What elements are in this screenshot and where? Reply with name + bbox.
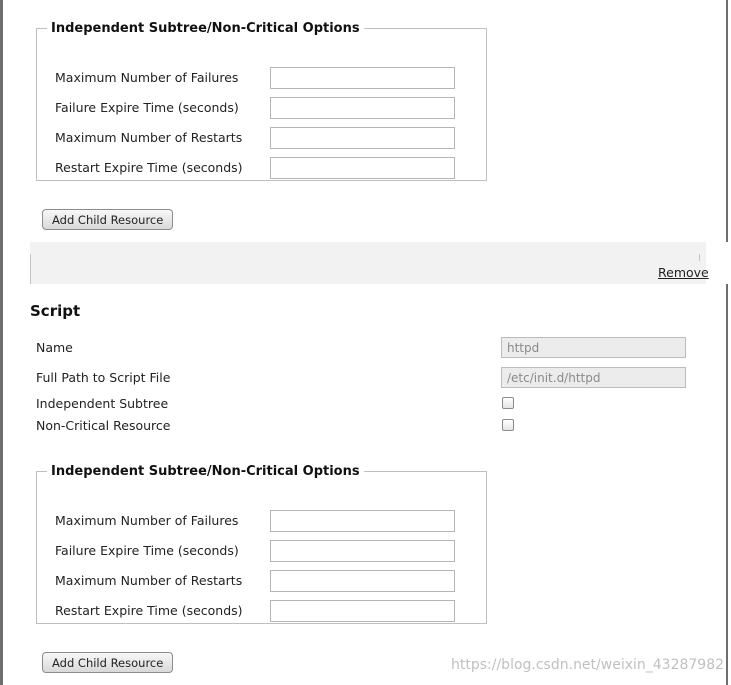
script-title: Script xyxy=(30,302,81,320)
max-failures-row xyxy=(55,510,475,532)
frame-left-border xyxy=(0,0,3,685)
options-legend: Independent Subtree/Non-Critical Options xyxy=(51,464,360,479)
frame-right-border xyxy=(726,0,728,242)
failure-expire-row xyxy=(55,540,475,562)
watermark: https://blog.csdn.net/weixin_43287982 xyxy=(451,657,725,673)
max-restarts-label: Maximum Number of Restarts xyxy=(55,130,243,145)
restart-expire-row xyxy=(55,600,475,622)
failure-expire-label: Failure Expire Time (seconds) xyxy=(55,543,239,558)
add-child-resource-button[interactable]: Add Child Resource xyxy=(42,652,173,673)
non-critical-row xyxy=(36,415,696,437)
script-name-input[interactable] xyxy=(501,337,686,358)
max-failures-input[interactable] xyxy=(270,510,455,532)
max-restarts-input[interactable] xyxy=(270,570,455,592)
options-legend: Independent Subtree/Non-Critical Options xyxy=(51,21,360,36)
max-restarts-row xyxy=(55,127,475,149)
non-critical-checkbox[interactable] xyxy=(502,419,514,431)
script-path-row xyxy=(36,367,696,389)
options-fieldset-bottom xyxy=(36,464,487,624)
script-name-label: Name xyxy=(36,340,73,355)
frame-right-border-lower xyxy=(726,284,728,685)
failure-expire-input[interactable] xyxy=(270,540,455,562)
independent-subtree-checkbox[interactable] xyxy=(502,397,514,409)
max-restarts-row xyxy=(55,570,475,592)
max-failures-row xyxy=(55,67,475,89)
resource-header-band xyxy=(30,242,706,284)
failure-expire-label: Failure Expire Time (seconds) xyxy=(55,100,239,115)
band-divider xyxy=(30,254,31,284)
options-fieldset-top xyxy=(36,21,487,181)
independent-subtree-label: Independent Subtree xyxy=(36,396,169,411)
max-failures-label: Maximum Number of Failures xyxy=(55,70,239,85)
max-failures-label: Maximum Number of Failures xyxy=(55,513,239,528)
restart-expire-label: Restart Expire Time (seconds) xyxy=(55,603,243,618)
failure-expire-row xyxy=(55,97,475,119)
non-critical-label: Non-Critical Resource xyxy=(36,418,171,433)
script-path-label: Full Path to Script File xyxy=(36,370,171,385)
script-path-input[interactable] xyxy=(501,367,686,388)
band-tick xyxy=(699,254,700,261)
max-restarts-input[interactable] xyxy=(270,127,455,149)
restart-expire-input[interactable] xyxy=(270,157,455,179)
independent-subtree-row xyxy=(36,393,696,415)
add-child-resource-button[interactable]: Add Child Resource xyxy=(42,209,173,230)
restart-expire-label: Restart Expire Time (seconds) xyxy=(55,160,243,175)
restart-expire-row xyxy=(55,157,475,179)
max-failures-input[interactable] xyxy=(270,67,455,89)
restart-expire-input[interactable] xyxy=(270,600,455,622)
max-restarts-label: Maximum Number of Restarts xyxy=(55,573,243,588)
remove-link[interactable]: Remove xyxy=(658,265,709,280)
script-name-row xyxy=(36,337,696,359)
failure-expire-input[interactable] xyxy=(270,97,455,119)
